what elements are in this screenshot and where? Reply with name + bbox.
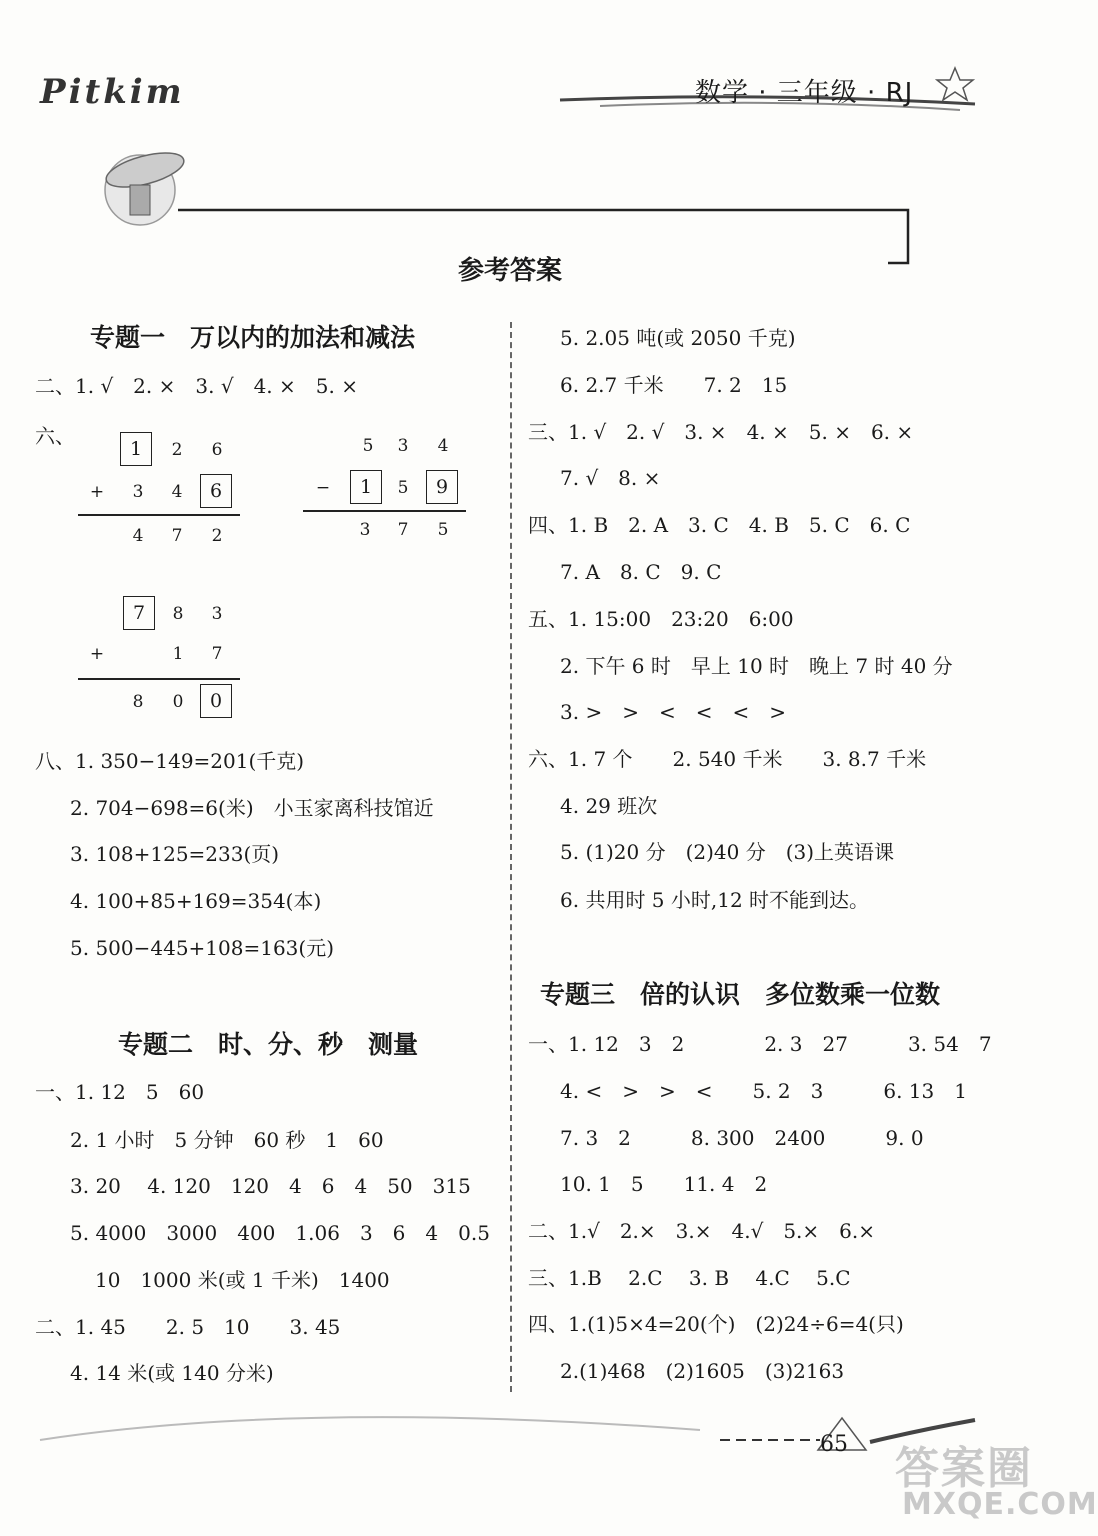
- answer-line: 四、1.(1)5×4=20(个) (2)24÷6=4(只): [528, 1312, 904, 1336]
- answer-box: 6: [200, 474, 232, 508]
- answer-line: 4. 100+85+169=354(本): [70, 889, 322, 913]
- digit: 3: [132, 482, 144, 502]
- answer-line: 4. 14 米(或 140 分米): [70, 1361, 274, 1385]
- section-1-title: 专题一 万以内的加法和减法: [90, 323, 416, 352]
- digit: 1: [172, 644, 184, 664]
- answer-line: 二、1. √ 2. × 3. √ 4. × 5. ×: [35, 374, 358, 398]
- sum-line: [78, 514, 240, 516]
- answer-line: 二、1.√ 2.× 3.× 4.√ 5.× 6.×: [528, 1219, 876, 1243]
- answer-line: 六、1. 7 个 2. 540 千米 3. 8.7 千米: [528, 747, 927, 771]
- digit: 7: [171, 526, 183, 546]
- question-label: 六、: [35, 424, 75, 448]
- answer-line: 八、1. 350−149=201(千克): [35, 749, 305, 773]
- answer-line: 5. 4000 3000 400 1.06 3 6 4 0.5: [70, 1221, 490, 1245]
- digit: 4: [437, 436, 449, 456]
- answer-line: 一、1. 12 3 2 2. 3 27 3. 54 7: [528, 1032, 992, 1056]
- sum-line: [78, 678, 240, 680]
- column-divider: [510, 322, 512, 1392]
- answer-line: 三、1. √ 2. √ 3. × 4. × 5. × 6. ×: [528, 420, 914, 444]
- digit: 0: [172, 692, 184, 712]
- answer-box: 1: [120, 432, 152, 466]
- digit: 5: [437, 520, 449, 540]
- answer-line: 10. 1 5 11. 4 2: [560, 1172, 768, 1196]
- answer-box: 7: [123, 596, 155, 630]
- watermark-logo: 答案圈: [895, 1443, 1033, 1494]
- operator: +: [89, 482, 105, 502]
- digit: 8: [172, 604, 184, 624]
- section-3-title: 专题三 倍的认识 多位数乘一位数: [540, 980, 941, 1009]
- answer-line: 5. 500−445+108=163(元): [70, 936, 335, 960]
- answer-line: 5. (1)20 分 (2)40 分 (3)上英语课: [560, 840, 895, 864]
- digit: 7: [397, 520, 409, 540]
- subject-label: 数学 · 三年级 · RJ: [695, 78, 914, 108]
- digit: 3: [359, 520, 371, 540]
- operator: −: [315, 478, 331, 498]
- answer-box: 0: [200, 684, 232, 718]
- digit: 5: [397, 478, 409, 498]
- answer-line: 3. > > < < < >: [560, 700, 786, 724]
- page-number: 65: [820, 1432, 848, 1457]
- digit: 2: [171, 440, 183, 460]
- answer-line: 7. A 8. C 9. C: [560, 560, 722, 584]
- answer-line: 6. 共用时 5 小时,12 时不能到达。: [560, 888, 870, 912]
- digit: 4: [132, 526, 144, 546]
- answer-line: 3. 108+125=233(页): [70, 842, 280, 866]
- answer-line: 一、1. 12 5 60: [35, 1080, 205, 1104]
- answer-line: 3. 20 4. 120 120 4 6 4 50 315: [70, 1174, 471, 1198]
- satellite-dish-icon: [103, 146, 188, 225]
- operator: +: [89, 644, 105, 664]
- page-title: 参考答案: [457, 256, 562, 286]
- answer-line: 四、1. B 2. A 3. C 4. B 5. C 6. C: [528, 513, 911, 537]
- digit: 3: [211, 604, 223, 624]
- digit: 8: [132, 692, 144, 712]
- answer-line: 7. √ 8. ×: [560, 466, 661, 490]
- answer-line: 4. < > > < 5. 2 3 6. 13 1: [560, 1079, 967, 1103]
- answer-line: 五、1. 15:00 23:20 6:00: [528, 607, 794, 631]
- answer-line: 5. 2.05 吨(或 2050 千克): [560, 326, 796, 350]
- answer-line: 2.(1)468 (2)1605 (3)2163: [560, 1359, 845, 1383]
- digit: 6: [211, 440, 223, 460]
- star-icon: [937, 68, 973, 100]
- answer-line: 2. 下午 6 时 早上 10 时 晚上 7 时 40 分: [560, 654, 953, 678]
- difference-line: [303, 510, 466, 512]
- answer-line: 7. 3 2 8. 300 2400 9. 0: [560, 1126, 924, 1150]
- answer-box: 9: [426, 470, 458, 504]
- digit: 7: [211, 644, 223, 664]
- answer-line: 三、1.B 2.C 3. B 4.C 5.C: [528, 1266, 851, 1290]
- answer-line: 2. 704−698=6(米) 小玉家离科技馆近: [70, 796, 434, 820]
- answer-line: 6. 2.7 千米 7. 2 15: [560, 373, 788, 397]
- answer-line: 4. 29 班次: [560, 794, 658, 818]
- answer-line: 10 1000 米(或 1 千米) 1400: [95, 1268, 390, 1292]
- brand-logo: Pitkim: [40, 72, 185, 112]
- answer-box: 1: [350, 470, 382, 504]
- watermark-url: MXQE.COM: [902, 1487, 1098, 1522]
- digit: 4: [171, 482, 183, 502]
- digit: 5: [362, 436, 374, 456]
- answer-line: 二、1. 45 2. 5 10 3. 45: [35, 1315, 341, 1339]
- answer-line: 2. 1 小时 5 分钟 60 秒 1 60: [70, 1128, 384, 1152]
- digit: 3: [397, 436, 409, 456]
- digit: 2: [211, 526, 223, 546]
- section-2-title: 专题二 时、分、秒 测量: [118, 1030, 419, 1059]
